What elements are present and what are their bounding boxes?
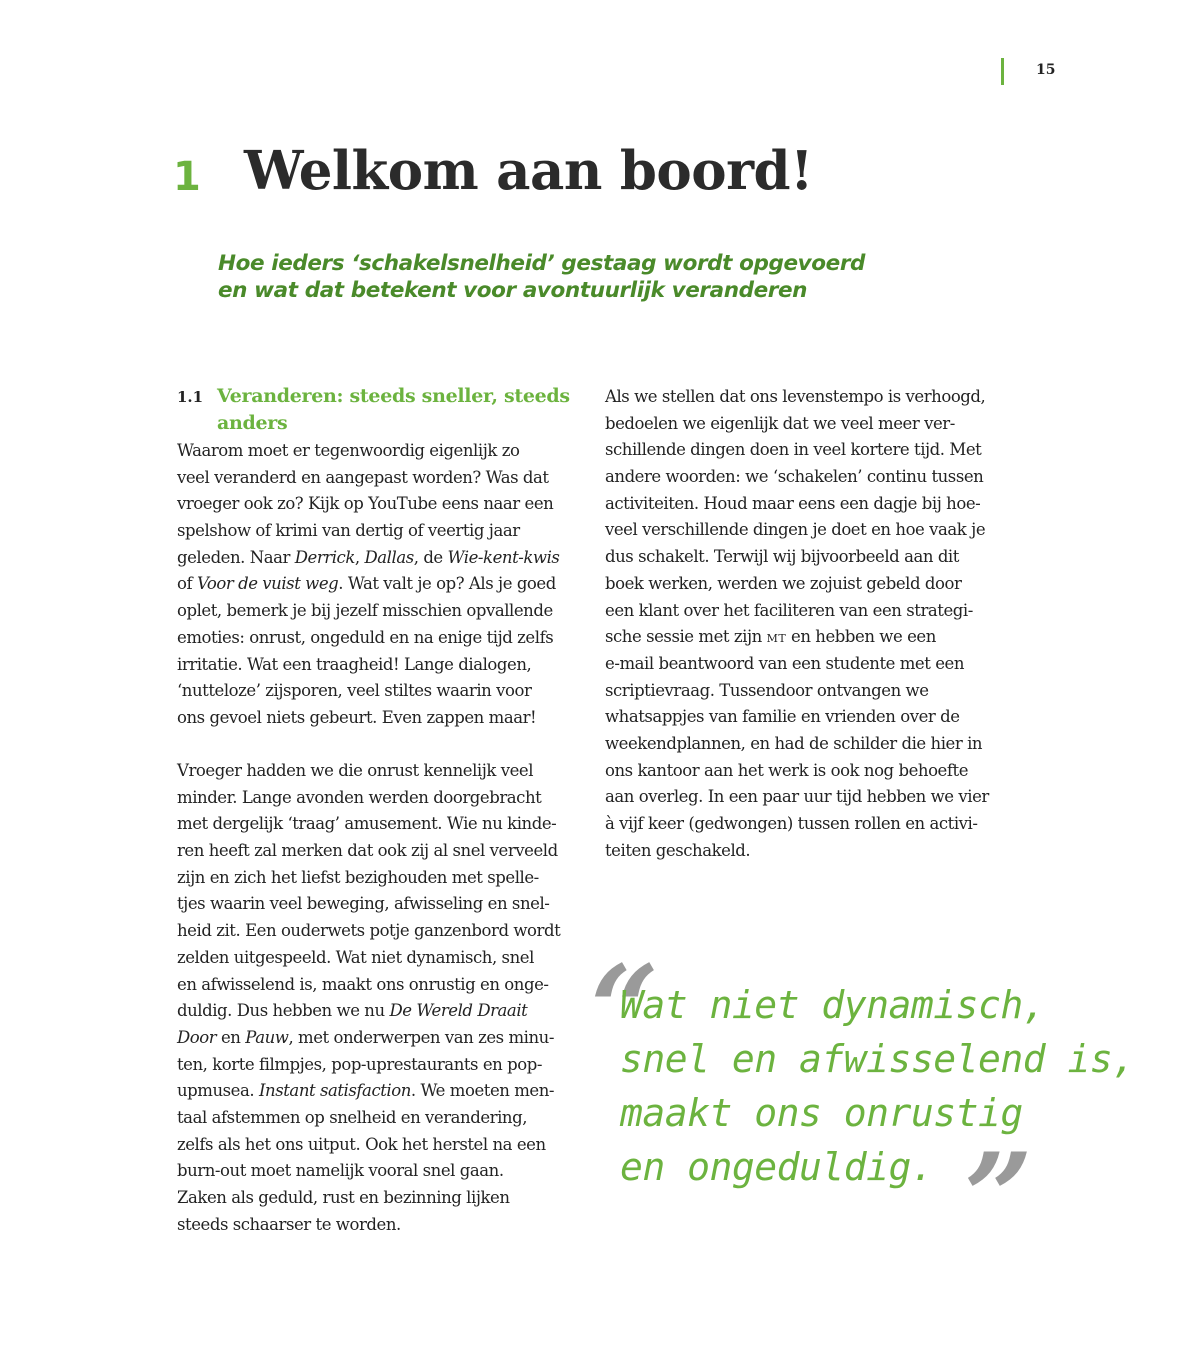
text-line: of Voor de vuist weg. Wat valt je op? Als je goed xyxy=(177,574,556,594)
text-line: à vijf keer (gedwongen) tussen rollen en activi- xyxy=(605,814,978,833)
text-line: Door en Pauw, met onderwerpen van zes minu- xyxy=(177,1027,554,1047)
text-line: schillende dingen doen in veel kortere tijd. Met xyxy=(605,440,982,460)
left-column-paragraph-1 xyxy=(177,438,559,732)
text-line: Als we stellen dat ons levenstempo is verhoogd, xyxy=(605,387,986,406)
text-line: upmusea. Instant satisfaction. We moeten men- xyxy=(177,1081,555,1101)
text-line: sche sessie met zijn MT en hebben we een xyxy=(605,627,936,647)
text-line: veel verschillende dingen je doet en hoe vaak je xyxy=(605,520,986,540)
chapter-title: Welkom aan boord! xyxy=(244,140,813,202)
text-line: ten, korte filmpjes, pop-uprestaurants en pop- xyxy=(177,1054,542,1074)
text-line: Waarom moet er tegenwoordig eigenlijk zo xyxy=(177,441,520,460)
text-line: met dergelijk ‘traag’ amusement. Wie nu kinde- xyxy=(177,814,557,834)
text-line: heid zit. Een ouderwets potje ganzenbord wordt xyxy=(177,921,561,941)
text-line: e-mail beantwoord van een studente met een xyxy=(605,653,965,673)
close-quote-mark: ” xyxy=(964,1127,1034,1268)
text-line: weekendplannen, en had de schilder die hier in xyxy=(605,733,983,753)
subtitle-line: Hoe ieders ‘schakelsnelheid’ gestaag wordt opgevoerd xyxy=(218,251,866,276)
subtitle-line: en wat dat betekent voor avontuurlijk veranderen xyxy=(218,278,808,303)
text-line: ons gevoel niets gebeurt. Even zappen maar! xyxy=(177,707,537,727)
section-title xyxy=(217,383,587,436)
text-line: steeds schaarser te worden. xyxy=(177,1214,401,1234)
text-line: tjes waarin veel beweging, afwisseling en snel- xyxy=(177,894,550,914)
left-column-paragraph-2 xyxy=(177,758,560,1238)
text-line: ons kantoor aan het werk is ook nog behoefte xyxy=(605,760,969,780)
chapter-number: 1 xyxy=(173,154,201,200)
text-line: irritatie. Wat een traagheid! Lange dialogen, xyxy=(177,654,532,674)
text-line: duldig. Dus hebben we nu De Wereld Draait xyxy=(177,1001,528,1021)
text-line: whatsappjes van familie en vrienden over de xyxy=(605,707,960,727)
section-title-line: Veranderen: steeds sneller, steeds xyxy=(217,385,570,407)
text-line: zijn en zich het liefst bezighouden met spelle- xyxy=(177,867,539,887)
text-line: aan overleg. In een paar uur tijd hebben we vier xyxy=(605,787,989,807)
text-line: minder. Lange avonden werden doorgebracht xyxy=(177,787,542,807)
chapter-subtitle xyxy=(218,250,918,304)
page-number-divider xyxy=(1001,58,1004,85)
text-line: andere woorden: we ‘schakelen’ continu tussen xyxy=(605,467,984,487)
text-line: een klant over het faciliteren van een strategi- xyxy=(605,600,973,620)
pull-quote-line: Wat niet dynamisch, xyxy=(620,983,1046,1027)
text-line: zelfs als het ons uitput. Ook het herstel na een xyxy=(177,1134,546,1154)
text-line: boek werken, werden we zojuist gebeld door xyxy=(605,573,962,593)
pull-quote-line: maakt ons onrustig xyxy=(620,1091,1023,1135)
right-column-paragraph-1 xyxy=(605,384,989,864)
pull-quote xyxy=(620,978,1135,1194)
text-line: veel veranderd en aangepast worden? Was dat xyxy=(177,467,549,487)
text-line: Vroeger hadden we die onrust kennelijk veel xyxy=(177,761,534,780)
text-line: ‘nutteloze’ zijsporen, veel stiltes waarin voor xyxy=(177,681,532,701)
text-line: activiteiten. Houd maar eens een dagje bij hoe- xyxy=(605,493,981,513)
text-line: burn-out moet namelijk vooral snel gaan. xyxy=(177,1161,504,1181)
pull-quote-line: en ongeduldig. xyxy=(620,1145,934,1189)
section-title-line: anders xyxy=(217,411,288,434)
text-line: scriptievraag. Tussendoor ontvangen we xyxy=(605,680,929,700)
section-number: 1.1 xyxy=(177,388,204,406)
text-line: emoties: onrust, ongeduld en na enige tijd zelfs xyxy=(177,627,554,647)
text-line: zelden uitgespeeld. Wat niet dynamisch, snel xyxy=(177,947,534,967)
text-line: Zaken als geduld, rust en bezinning lijken xyxy=(177,1188,510,1207)
text-line: bedoelen we eigenlijk dat we veel meer ver- xyxy=(605,413,955,433)
text-line: dus schakelt. Terwijl wij bijvoorbeeld aan dit xyxy=(605,547,959,567)
text-line: oplet, bemerk je bij jezelf misschien opvallende xyxy=(177,601,553,621)
open-quote-mark: “ xyxy=(590,939,660,1080)
text-line: ren heeft zal merken dat ook zij al snel verveeld xyxy=(177,841,558,861)
text-line: spelshow of krimi van dertig of veertig jaar xyxy=(177,521,520,541)
text-line: teiten geschakeld. xyxy=(605,840,751,860)
text-line: geleden. Naar Derrick, Dallas, de Wie-kent-kwis xyxy=(177,547,560,567)
page-number: 15 xyxy=(1036,62,1056,78)
text-line: taal afstemmen op snelheid en verandering, xyxy=(177,1107,528,1127)
text-line: vroeger ook zo? Kijk op YouTube eens naar een xyxy=(177,494,554,514)
text-line: en afwisselend is, maakt ons onrustig en onge- xyxy=(177,974,549,994)
pull-quote-line: snel en afwisselend is, xyxy=(620,1037,1135,1081)
